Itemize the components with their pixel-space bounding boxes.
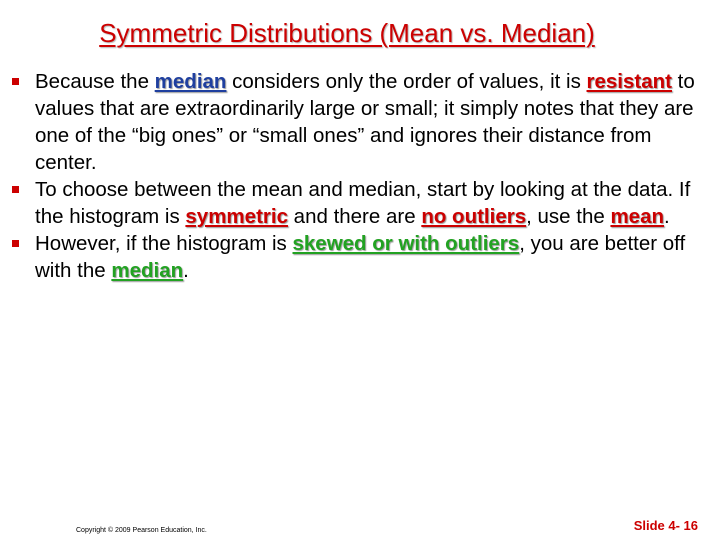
bullet-skewed (0, 230, 720, 284)
text-segment: , use the (526, 205, 611, 228)
text-segment: To choose between the mean and median, start by looking at the data. If the histogram is (35, 178, 691, 228)
slide-number: Slide 4- 16 (633, 518, 698, 533)
text-segment: and there are (287, 205, 422, 228)
keyword-mean: mean (610, 205, 665, 228)
text-segment: Because the (35, 70, 155, 93)
bullet-choose (0, 176, 720, 230)
text-segment: , you are better off with the (35, 232, 686, 282)
copyright-notice: Copyright © 2009 Pearson Education, Inc. (76, 527, 207, 534)
keyword-skewed-or-with-outliers: skewed or with outliers (292, 232, 520, 255)
keyword-median: median (111, 259, 184, 282)
square-bullet-icon (12, 240, 19, 247)
bullet-resistance (0, 68, 720, 176)
bullet-list (0, 68, 720, 284)
text-segment: considers only the order of values, it is (226, 70, 587, 93)
keyword-median: median (154, 70, 227, 93)
keyword-symmetric: symmetric (185, 205, 288, 228)
text-segment: to values that are extraordinarily large or small; it simply notes that they are one of the “big ones” or “small ones” and ignores their distance from center. (35, 70, 695, 174)
keyword-resistant: resistant (586, 70, 672, 93)
keyword-no-outliers: no outliers (421, 205, 527, 228)
slide-title: Symmetric Distributions (Mean vs. Median) (99, 18, 595, 48)
square-bullet-icon (12, 78, 19, 85)
text-segment: However, if the histogram is (35, 232, 293, 255)
text-segment: . (183, 259, 189, 282)
square-bullet-icon (12, 186, 19, 193)
text-segment: . (664, 205, 670, 228)
